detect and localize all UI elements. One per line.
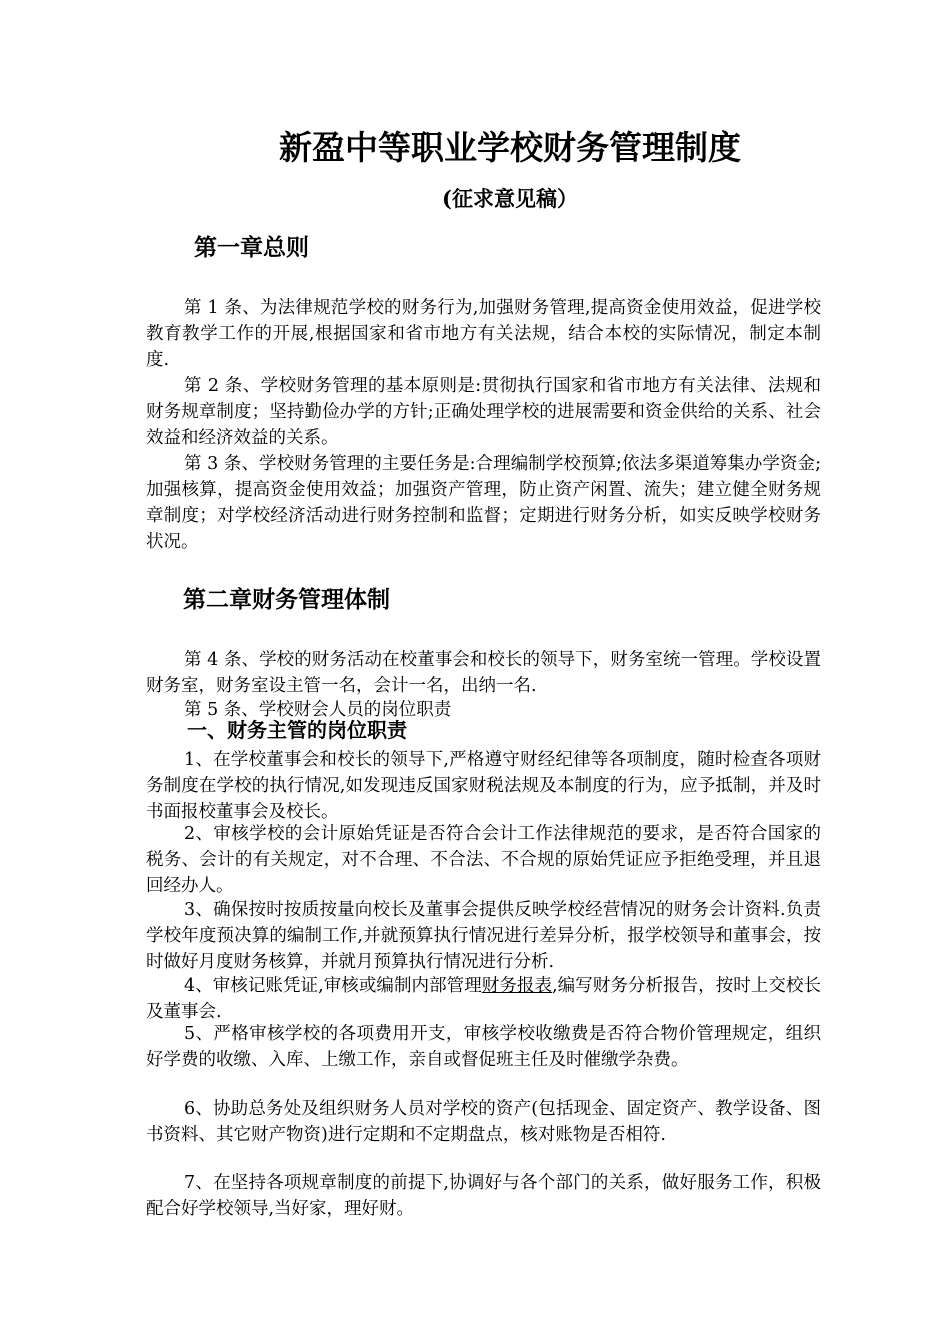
duty-3: 3、确保按时按质按量向校长及董事会提供反映学校经营情况的财务会计资料.负责学校年度预决算的编制工作,并就预算执行情况进行差异分析，报学校领导和董事会，按时做好月度财务核算，并就月预算执行情况进行分析.	[146, 900, 821, 972]
duty-4	[146, 973, 821, 1025]
article-5: 第 5 条、学校财会人员的岗位职责	[184, 700, 452, 720]
document-title: 新盈中等职业学校财务管理制度	[279, 128, 741, 167]
article-4: 第 4 条、学校的财务活动在校董事会和校长的领导下，财务室统一管理。学校设置财务室，财务室设主管一名，会计一名，出纳一名.	[146, 650, 821, 696]
chapter2-heading: 第二章财务管理体制	[183, 586, 390, 613]
chapter1-heading: 第一章总则	[194, 234, 309, 261]
financial-report-link[interactable]: 财务报表	[481, 976, 553, 996]
duty-1: 1、在学校董事会和校长的领导下,严格遵守财经纪律等各项制度，随时检查各项财务制度在学校的执行情况,如发现违反国家财税法规及本制度的行为，应予抵制，并及时书面报校董事会及校长。	[146, 750, 821, 822]
article-1: 第 1 条、为法律规范学校的财务行为,加强财务管理,提高资金使用效益，促进学校教育教学工作的开展,根据国家和省市地方有关法规，结合本校的实际情况，制定本制度.	[146, 298, 821, 370]
article-2: 第 2 条、学校财务管理的基本原则是:贯彻执行国家和省市地方有关法律、法规和财务规章制度；坚持勤俭办学的方针;正确处理学校的进展需要和资金供给的关系、社会效益和经济效益的关系。	[146, 376, 821, 448]
document-subtitle: (征求意见稿）	[442, 186, 578, 211]
duty-4-text-after: ,编写财务分析报告，按时上交校长及董事会.	[146, 976, 822, 1022]
duty-7: 7、在坚持各项规章制度的前提下,协调好与各个部门的关系，做好服务工作，积极配合好学校领导,当好家，理好财。	[146, 1173, 821, 1219]
duty-4-text-before: 4、审核记账凭证,审核或编制内部管理	[184, 976, 482, 996]
section1-heading: 一、财务主管的岗位职责	[187, 718, 407, 742]
duty-2: 2、审核学校的会计原始凭证是否符合会计工作法律规范的要求，是否符合国家的税务、会计的有关规定，对不合理、不合法、不合规的原始凭证应予拒绝受理，并且退回经办人。	[146, 824, 821, 896]
duty-5: 5、严格审核学校的各项费用开支，审核学校收缴费是否符合物价管理规定，组织好学费的收缴、入库、上缴工作，亲自或督促班主任及时催缴学杂费。	[146, 1024, 821, 1070]
article-3: 第 3 条、学校财务管理的主要任务是:合理编制学校预算;依法多渠道筹集办学资金;加强核算，提高资金使用效益；加强资产管理，防止资产闲置、流失；建立健全财务规章制度；对学校经济活动进行财务控制和监督；定期进行财务分析，如实反映学校财务状况。	[146, 454, 821, 552]
duty-6: 6、协助总务处及组织财务人员对学校的资产(包括现金、固定资产、教学设备、图书资料、其它财产物资)进行定期和不定期盘点，核对账物是否相符.	[146, 1099, 821, 1145]
